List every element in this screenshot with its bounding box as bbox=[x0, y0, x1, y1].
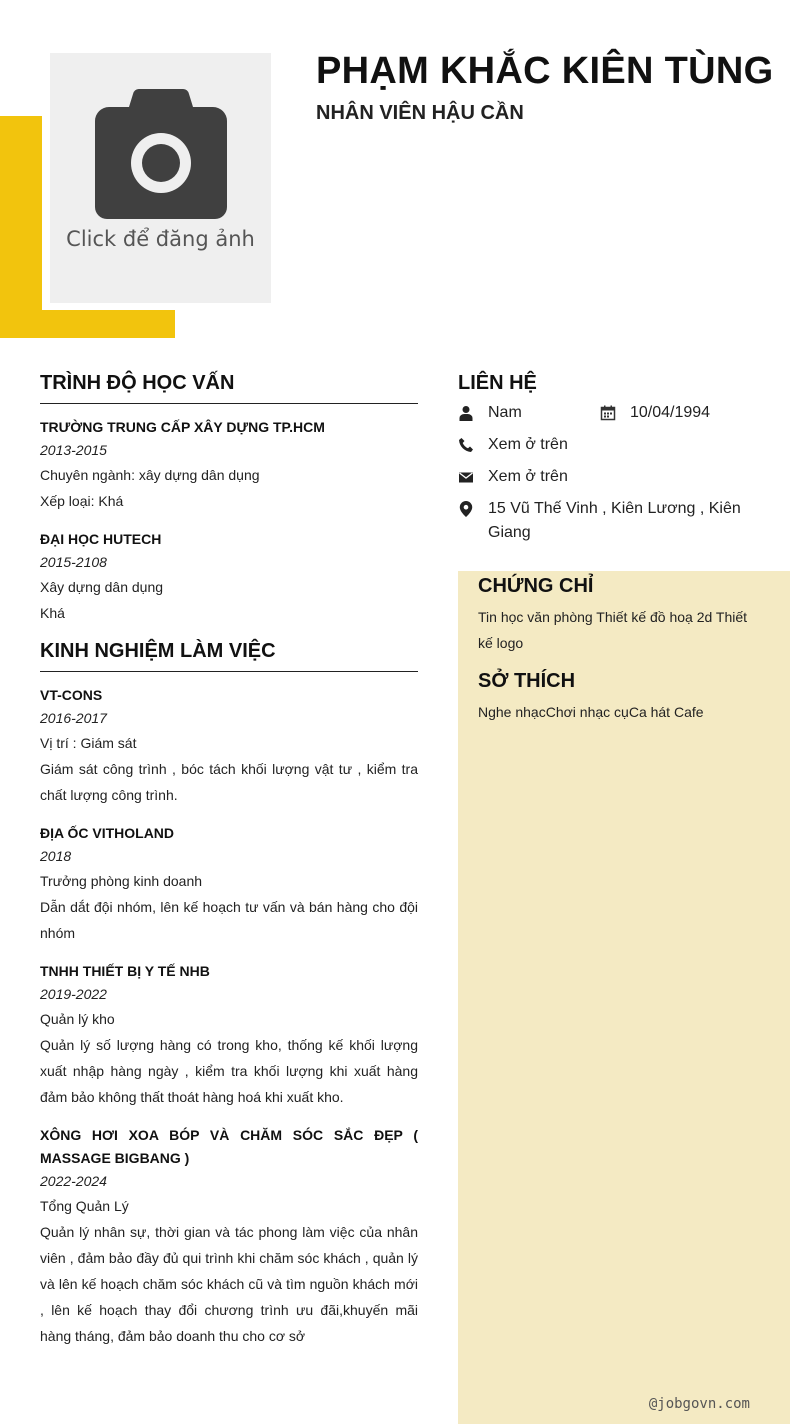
entry-line: Giám sát công trình , bóc tách khối lượng vật tư , kiểm tra chất lượng công trình. bbox=[40, 761, 418, 803]
entry-line: Dẫn dắt đội nhóm, lên kế hoạch tư vấn và bán hàng cho đội nhóm bbox=[40, 899, 418, 941]
camera-icon bbox=[95, 89, 227, 219]
entry-line: Xếp loại: Khá bbox=[40, 493, 124, 509]
entry-line: Tổng Quản Lý bbox=[40, 1198, 129, 1214]
mail-icon bbox=[458, 469, 474, 485]
entry-line: Quản lý số lượng hàng có trong kho, thống kế khối lượng xuất nhập hàng ngày , kiểm tra khối lượng khi xuất hàng đảm bảo không thất thoát hàng hoá khi xuất kho. bbox=[40, 1037, 418, 1105]
sidebar-panel bbox=[458, 571, 790, 1424]
entry-name: ĐỊA ỐC VITHOLAND bbox=[40, 825, 175, 841]
education-entry bbox=[40, 416, 418, 514]
entry-line: Chuyên ngành: xây dựng dân dụng bbox=[40, 467, 260, 483]
left-column bbox=[40, 372, 418, 1363]
accent-bar-horizontal bbox=[0, 310, 175, 338]
email-value: Xem ở trên bbox=[488, 468, 568, 485]
birthday-value: 10/04/1994 bbox=[630, 404, 711, 421]
entry-date: 2019-2022 bbox=[40, 986, 107, 1002]
entry-line: Quản lý kho bbox=[40, 1011, 115, 1027]
certificates-text: Tin học văn phòng Thiết kế đồ hoạ 2d Thiết kế logo bbox=[478, 609, 748, 651]
experience-entry bbox=[40, 960, 418, 1110]
entry-name: TRƯỜNG TRUNG CẤP XÂY DỰNG TP.HCM bbox=[40, 419, 325, 435]
entry-date: 2022-2024 bbox=[40, 1173, 107, 1189]
accent-bar-vertical bbox=[0, 116, 42, 338]
gender-value: Nam bbox=[488, 404, 522, 421]
contact-row-gender-birthday bbox=[458, 401, 790, 425]
entry-name: ĐẠI HỌC HUTECH bbox=[40, 531, 162, 547]
education-title: TRÌNH ĐỘ HỌC VẤN bbox=[40, 372, 418, 404]
entry-line: Trưởng phòng kinh doanh bbox=[40, 873, 203, 889]
entry-line: Xây dựng dân dụng bbox=[40, 579, 164, 595]
location-pin-icon bbox=[458, 501, 474, 517]
contact-row-phone bbox=[458, 433, 790, 457]
hobbies-title: SỞ THÍCH bbox=[478, 670, 576, 692]
photo-upload[interactable] bbox=[50, 53, 271, 303]
experience-entry bbox=[40, 1124, 418, 1349]
entry-name: XÔNG HƠI XOA BÓP VÀ CHĂM SÓC SẮC ĐẸP ( MASSAGE BIGBANG ) bbox=[40, 1127, 418, 1166]
entry-date: 2015-2108 bbox=[40, 554, 107, 570]
certificates-title: CHỨNG CHỈ bbox=[478, 575, 594, 597]
entry-date: 2016-2017 bbox=[40, 710, 107, 726]
photo-upload-label: Click để đăng ảnh bbox=[66, 227, 255, 251]
entry-name: VT-CONS bbox=[40, 687, 103, 703]
user-icon bbox=[458, 405, 474, 421]
entry-line: Vị trí : Giám sát bbox=[40, 735, 137, 751]
contact-title: LIÊN HỆ bbox=[458, 372, 537, 394]
phone-icon bbox=[458, 437, 474, 453]
address-value: 15 Vũ Thế Vinh , Kiên Lương , Kiên Giang bbox=[488, 500, 741, 541]
contact-row-email bbox=[458, 465, 790, 489]
entry-line: Quản lý nhân sự, thời gian và tác phong làm việc của nhân viên , đảm bảo đầy đủ qui trình khi chăm sóc khách , quản lý và lên kế hoạch chăm sóc khách cũ và tìm nguồn khách mới , lên kế hoạch thay đổi chương trình ưu đãi,khuyến mãi hàng tháng, đảm bảo doanh thu cho cơ sở bbox=[40, 1224, 418, 1344]
experience-entry bbox=[40, 822, 418, 946]
candidate-name: PHẠM KHẮC KIÊN TÙNG bbox=[316, 50, 774, 92]
education-entry bbox=[40, 528, 418, 626]
entry-date: 2018 bbox=[40, 848, 72, 864]
experience-title: KINH NGHIỆM LÀM VIỆC bbox=[40, 640, 418, 672]
candidate-position: NHÂN VIÊN HẬU CẦN bbox=[316, 102, 524, 124]
contact-section bbox=[458, 372, 790, 553]
calendar-icon bbox=[600, 405, 616, 421]
phone-value: Xem ở trên bbox=[488, 436, 568, 453]
experience-entry bbox=[40, 684, 418, 808]
watermark: @jobgovn.com bbox=[648, 1396, 750, 1412]
entry-line: Khá bbox=[40, 605, 65, 621]
entry-date: 2013-2015 bbox=[40, 442, 107, 458]
entry-name: TNHH THIẾT BỊ Y TẾ NHB bbox=[40, 963, 210, 979]
contact-row-address bbox=[458, 497, 790, 545]
hobbies-text: Nghe nhạcChơi nhạc cụCa hát Cafe bbox=[478, 704, 704, 720]
